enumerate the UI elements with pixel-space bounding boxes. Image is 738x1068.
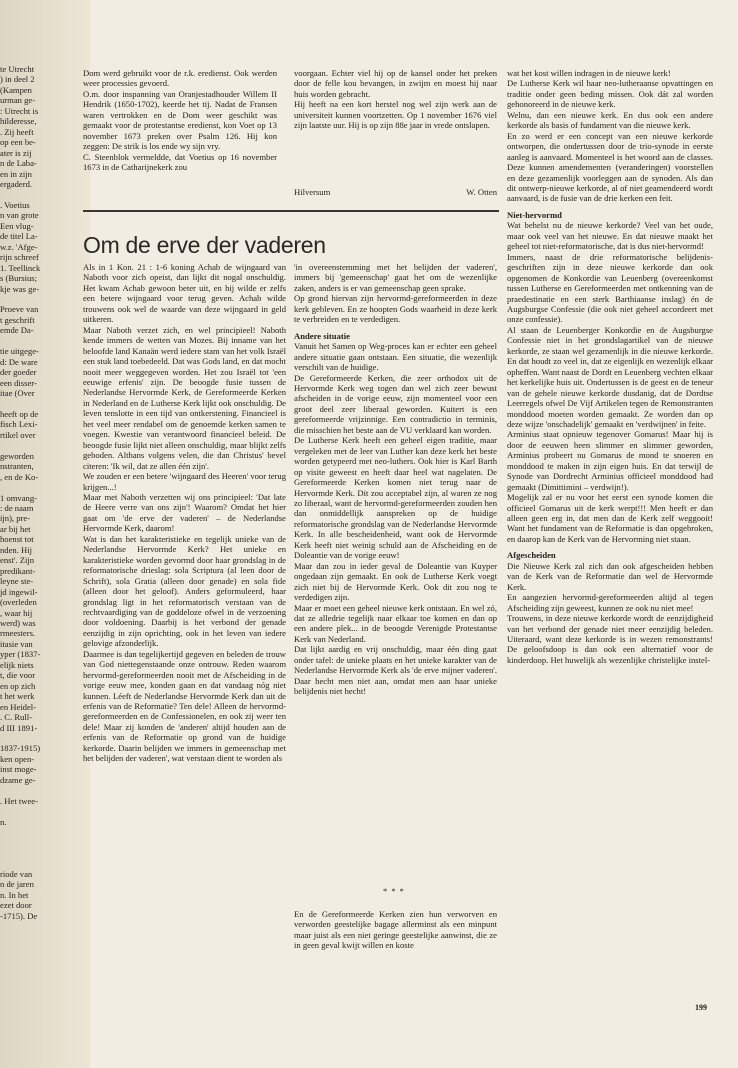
- left-margin-text: te Utrecht ) in deel 2 (Kampen urman ge- : Utrecht is hilderesse, . Zij heeft op een be- ater is zij n de Laba- en in zijn ergaderd. . Voetius n van grote Een vlug- de titel La- w.z. 'Afge- rijn schreef 1. Teellinck s (Bursius; kje was ge- Proeve van t geschrift emde Da- tie uitgege- d: De ware der goeder een disser- itae (Over heeft op de fisch Lexi- rtikel over geworden nstranten, , en de Ko- 1 omvang- : de naam ijn), pre- ar bij het hoenst tot nden. Hij enst'. Zijn predikant- leyne ste- jd ingewil- (overleden , waar hij werd) was rmeesters. itasie van yper (1837- elijk niets t, die voor en op zich t het werk en Heidel- . C. Rull- d III 1891- 1837-1915) ken open- inst moge- dzame ge- . Het twee- n. riode van n de jaren n. In het ezet door -1715). De: [0, 64, 41, 921]
- top-column-1: [83, 68, 277, 188]
- subheading-andere-situatie: Andere situatie: [294, 330, 350, 341]
- column-c-intro: wat het kost willen indragen in de nieuwe kerk! De Lutherse Kerk wil haar neo-lutheraanse opvattingen en traditie onder geen beding missen. Ook dát zal worden gehonoreerd in de nieuwe kerk. Welnu, dan een nieuwe kerk. En dus ook een andere kerkorde als basis of fundament van die nieuwe kerk. En zo werd er een concept van een nieuwe kerkorde ontworpen, die ondertussen door de trio-synode in eerste aanleg is aanvaard. Momenteel is het woord aan de classes. Deze kunnen amendementen (veranderingen) voorstellen en deze gezamenlijk voorleggen aan de synoden. Als dan dit ontwerp-nieuwe kerkorde, al of niet geamendeerd wordt aanvaard, is de fusie van de drie kerken een feit.: [507, 68, 713, 204]
- left-margin-column: [0, 64, 82, 999]
- column-b-end-text: En de Gereformeerde Kerken zien hun verworven en verworden geestelijke bagage allerminst als een minpunt maar juist als een niet geringe geestelijke aanwinst, die ze in geen geval kwijt willen en koste: [294, 909, 497, 951]
- column-c-text: Wat behelst nu de nieuwe kerkorde? Veel van het oude, maar ook veel van het nieuwe. En dat nieuwe maakt het geheel tot niet-reformatorische, dat is dus niet-hervormd! Immers, naast de drie reformatorische belijdenis-geschriften zijn in deze nieuwe kerkorde dan ook opgenomen de Konkordie van Leuenberg (overeenkomst tussen Lutherse en Gereformeerden met ontkenning van de praedestinatie en een sterk Barthiaanse inslag) én de Augsburgse Confessie (die ook niet geheel accordeert met onze confessie). Al staan de Leuenberger Konkordie en de Augsburgse Confessie niet in het grondslagartikel van de nieuwe kerkorde, ze staan wel gezamenlijk in die nieuwe kerkorde. En dat houdt zo veel in, dat ze eigenlijk en wezenlijk elkaar opheffen. Want naast de Dordt en Leuenberg vechten elkaar het kerkelijke huis uit. Ondertussen is de geest en de teneur van de gehele nieuwe kerkorde dusdanig, dat de Dordtse Leerregels ofwel De Vijf Artikelen tegen de Remonstranten monddood moeten worden gemaakt. Ze worden dan op deze wijze 'onschadelijk' gemaakt en 'verdwijnen' in feite. Arminius staat opnieuw tegenover Gomarus! Maar hij is door de eeuwen heen slimmer en slimmer geworden, Arminius probeert nu Gomarus de mond te snoeren en monddood te maken in zijn eigen huis. En dat terwijl de Synode van Dordrecht Arminius officieel monddood had gemaakt (Dimittimini – verdwijn!). Mogelijk zal er nu voor het eerst een synode komen die officieel Gomarus uit de kerk werpt!!! Men heeft er dan alleen geen erg in, dat men dan de Kerk zelf weggooit! Want het fundament van de Reformatie is dan opgebroken, en daarop kan de Kerk van de Hervorming niet staan.: [507, 220, 713, 544]
- signature-author: W. Otten: [466, 187, 497, 197]
- column-a-text: Als in 1 Kon. 21 : 1-6 koning Achab de wijngaard van Naboth voor zich opeist, dan lijkt dit nogal onschuldig. Het kwam Achab gewoon beter uit, en hij wilde er zelfs een betere wijngaard voor terug geven. Achab wilde trouwens ook wel de waarde van deze wijngaard in geld uitkeren. Maar Naboth verzet zich, en wel principieel! Naboth kende immers de wetten van Mozes. Bij inname van het beloofde land Kanaän werd iedere stam van het volk Israël een stuk land toebedeeld. Dat was Gods land, en dat mocht nooit meer weggegeven worden. Het zou Israël tot 'een eeuwige erfenis' zijn. De beoogde fusie tussen de Nederlandse Hervormde Kerk, de Gereformeerde Kerken in Nederland en de Lutherse Kerk lijkt ook onschuldig. De leven tenslotte in een tijd van ontkerstening. Financieel is het veel meer rendabel om de genoemde kerken samen te voegen. Kwestie van verantwoord financieel beleid. De beoogde fusie lijkt niet alleen onschuldig, maar blijkt zelfs geboden. Althans volgens velen, die dan Christus' bevel citeren: 'Ik wil, dat ze allen één zijn'. We zouden er een betere 'wijngaard des Heeren' voor terug krijgen...! Maar met Naboth verzetten wij ons principieel: 'Dat late de Heere verre van ons zijn'! Waarom? Omdat het hier gaat om 'de erve der vaderen' – de Nederlandse Hervormde Kerk, daarom! Wat is dan het karakteristieke en tegelijk unieke van de Nederlandse Hervormde Kerk? Het unieke en karakteristieke worden gevormd door haar grondslag in de reformatorische drieslag: sola Scriptura (al leen door de Schrift), sola Gratia (alleen door genade) en sola fide (alleen door het geloof). Anders geformuleerd, haar grondslag ligt in het reformatorisch verstaan van de rechtvaardiging van de goddeloze ofwel in de verzoening door voldoening. Daarbij is het verbond der genade eenzijdig in zijn oprichting, ook in het leven van iedere gelovige afzonderlijk. Daarmee is dan tegelijkertijd gegeven en beleden de trouw van God niettegenstaande onze ontrouw. Reden waarom hervormd-gereformeerden nooit met de Afscheiding in de vorige eeuw mee, konden gaan en dat vandaag nóg niet kunnen. Léeft de Nederlandse Hervormde Kerk dan uit de erfenis van de Reformatie? Ten dele! Alleen de hervormd-gereformeerden en de Confessionelen, en ook zij weer ten dele! Maar zij konden de 'anderen' altijd houden aan de erfenis van de Reformatie op grond van de huidige kerkorde. Daarin belijden we immers in gemeenschap met het belijden der vaderen', wat verstaan dient te worden als: [83, 262, 286, 764]
- section-divider: [83, 210, 499, 212]
- signature-line: [294, 187, 497, 197]
- article-column-b: [294, 262, 497, 877]
- top-column-2: [294, 68, 497, 203]
- section-separator: ***: [383, 886, 408, 896]
- signature-place: Hilversum: [294, 187, 331, 197]
- article-title: Om de erve der vaderen: [83, 232, 326, 258]
- article-column-a: [83, 262, 286, 999]
- column-b-text: Vanuit het Samen op Weg-proces kan er echter een geheel andere situatie gaan ontstaan. Een situatie, die wezenlijk verschilt van de huidige. De Gereformeerde Kerken, die zeer orthodox uit de Hervormde Kerk weg togen dan wel zich zeer bewust afscheiden in de vorige eeuw, zijn momenteel voor een groot deel zeer liberaal geworden. Kuitert is een gereformeerde vrijzinnige. Een contradictio in terminis, die misschien het beste aan de VU verklaard kan worden. De Lutherse Kerk heeft een geheel eigen traditie, maar vergeleken met de leer van Luther kan deze kerk het beste worden getypeerd met neo-luthers. Ook hier is Karl Barth op visite geweest en heeft daar heel wat nagelaten. De Gereformeerde Kerken komen niet terug naar de Hervormde Kerk. Dit zou acceptabel zijn, al waren ze nog zo liberaal, want de hervormd-gereformeerden zouden hen dan onmiddellijk aanspreken op de huidige reformatorische grondslag van de Nederlandse Hervormde Kerk. In alle bescheidenheid, want ook de Hervormde Kerk heeft niet weinig schuld aan de Afscheiding en de Doleantie van de vorige eeuw! Maar dan zou in ieder geval de Doleantie van Kuyper ongedaan zijn gemaakt. En ook de Lutherse Kerk voegt zich niet bij de Hervormde Kerk. Ook dit zou nog te verdedigen zijn. Maar er moet een geheel nieuwe kerk ontstaan. En wel zó, dat ze alledrie tegelijk naar elkaar toe komen en dan op een andere plek... in de beoogde Verenigde Protestantse Kerk van Nederland. Dat lijkt aardig en vrij onschuldig, maar één ding gaat onder tafel: de unieke plaats en het unieke karakter van de Nederlandse Hervormde Kerk als 'de erve mijner vaderen'. Daar hecht men niet aan, omdat men aan haar unieke belijdenis niet hecht!: [294, 341, 497, 697]
- article-column-b-end: [294, 909, 497, 999]
- top-column-1-text: Dom werd gebruikt voor de r.k. eredienst. Ook werden weer processies gevoerd. O.m. door inspanning van Oranjestadhouder Willem II Hendrik (1650-1702), keerde het tij. Nadat de Fransen waren vertrokken en de Dom weer geschikt was gemaakt voor de protestantse eredienst, kon Voet op 13 november 1673 preken over Psalm 126. Hij kon zeggen: De strik is los ende wy sijn vry. C. Steenblok vermeldde, dat Voetius op 16 november 1673 in de Catharijnekerk zou: [83, 68, 277, 173]
- column-c-end-text: Die Nieuwe Kerk zal zich dan ook afgescheiden hebben van de Kerk van de Reformatie dan wel de Hervormde Kerk. En aangezien hervormd-gereformeerden altijd al tegen Afscheiding zijn geweest, kunnen ze ook nu niet mee! Trouwens, in deze nieuwe kerkorde wordt de eenzijdigheid van het verbond der genade niet meer eenzijdig beleden. Uiteraard, want deze kerkorde is in wezen remonstrants! De geloofsdoop is dan ook een alternatief voor de kinderdoop. Het huwelijk als wezenlijke christelijke instel-: [507, 560, 713, 665]
- subheading-afgescheiden: Afgescheiden: [507, 550, 556, 561]
- subheading-niet-hervormd: Niet-hervormd: [507, 209, 562, 220]
- top-column-2-text: voorgaan. Echter viel hij op de kansel onder het preken door de felle kou bevangen, in zwijm en moest hij naar huis worden gebracht. Hij heeft na een kort herstel nog wel zijn werk aan de universiteit kunnen voortzetten. Op 1 november 1676 viel zijn laatste uur. Hij is op zijn 88e jaar in vrede ontslapen.: [294, 68, 497, 131]
- article-column-c: [507, 68, 713, 998]
- page-number: 199: [695, 1003, 707, 1012]
- column-b-intro: 'in overeenstemming met het belijden der vaderen', immers bij 'gemeenschap' gaat het om de wezenlijke zaken, anders is er van gemeenschap geen sprake. Op grond hiervan zijn hervormd-gereformeerden in deze kerk gebleven. En ze hoopten Gods waarheid in deze kerk te verbreiden en te verdedigen.: [294, 262, 497, 325]
